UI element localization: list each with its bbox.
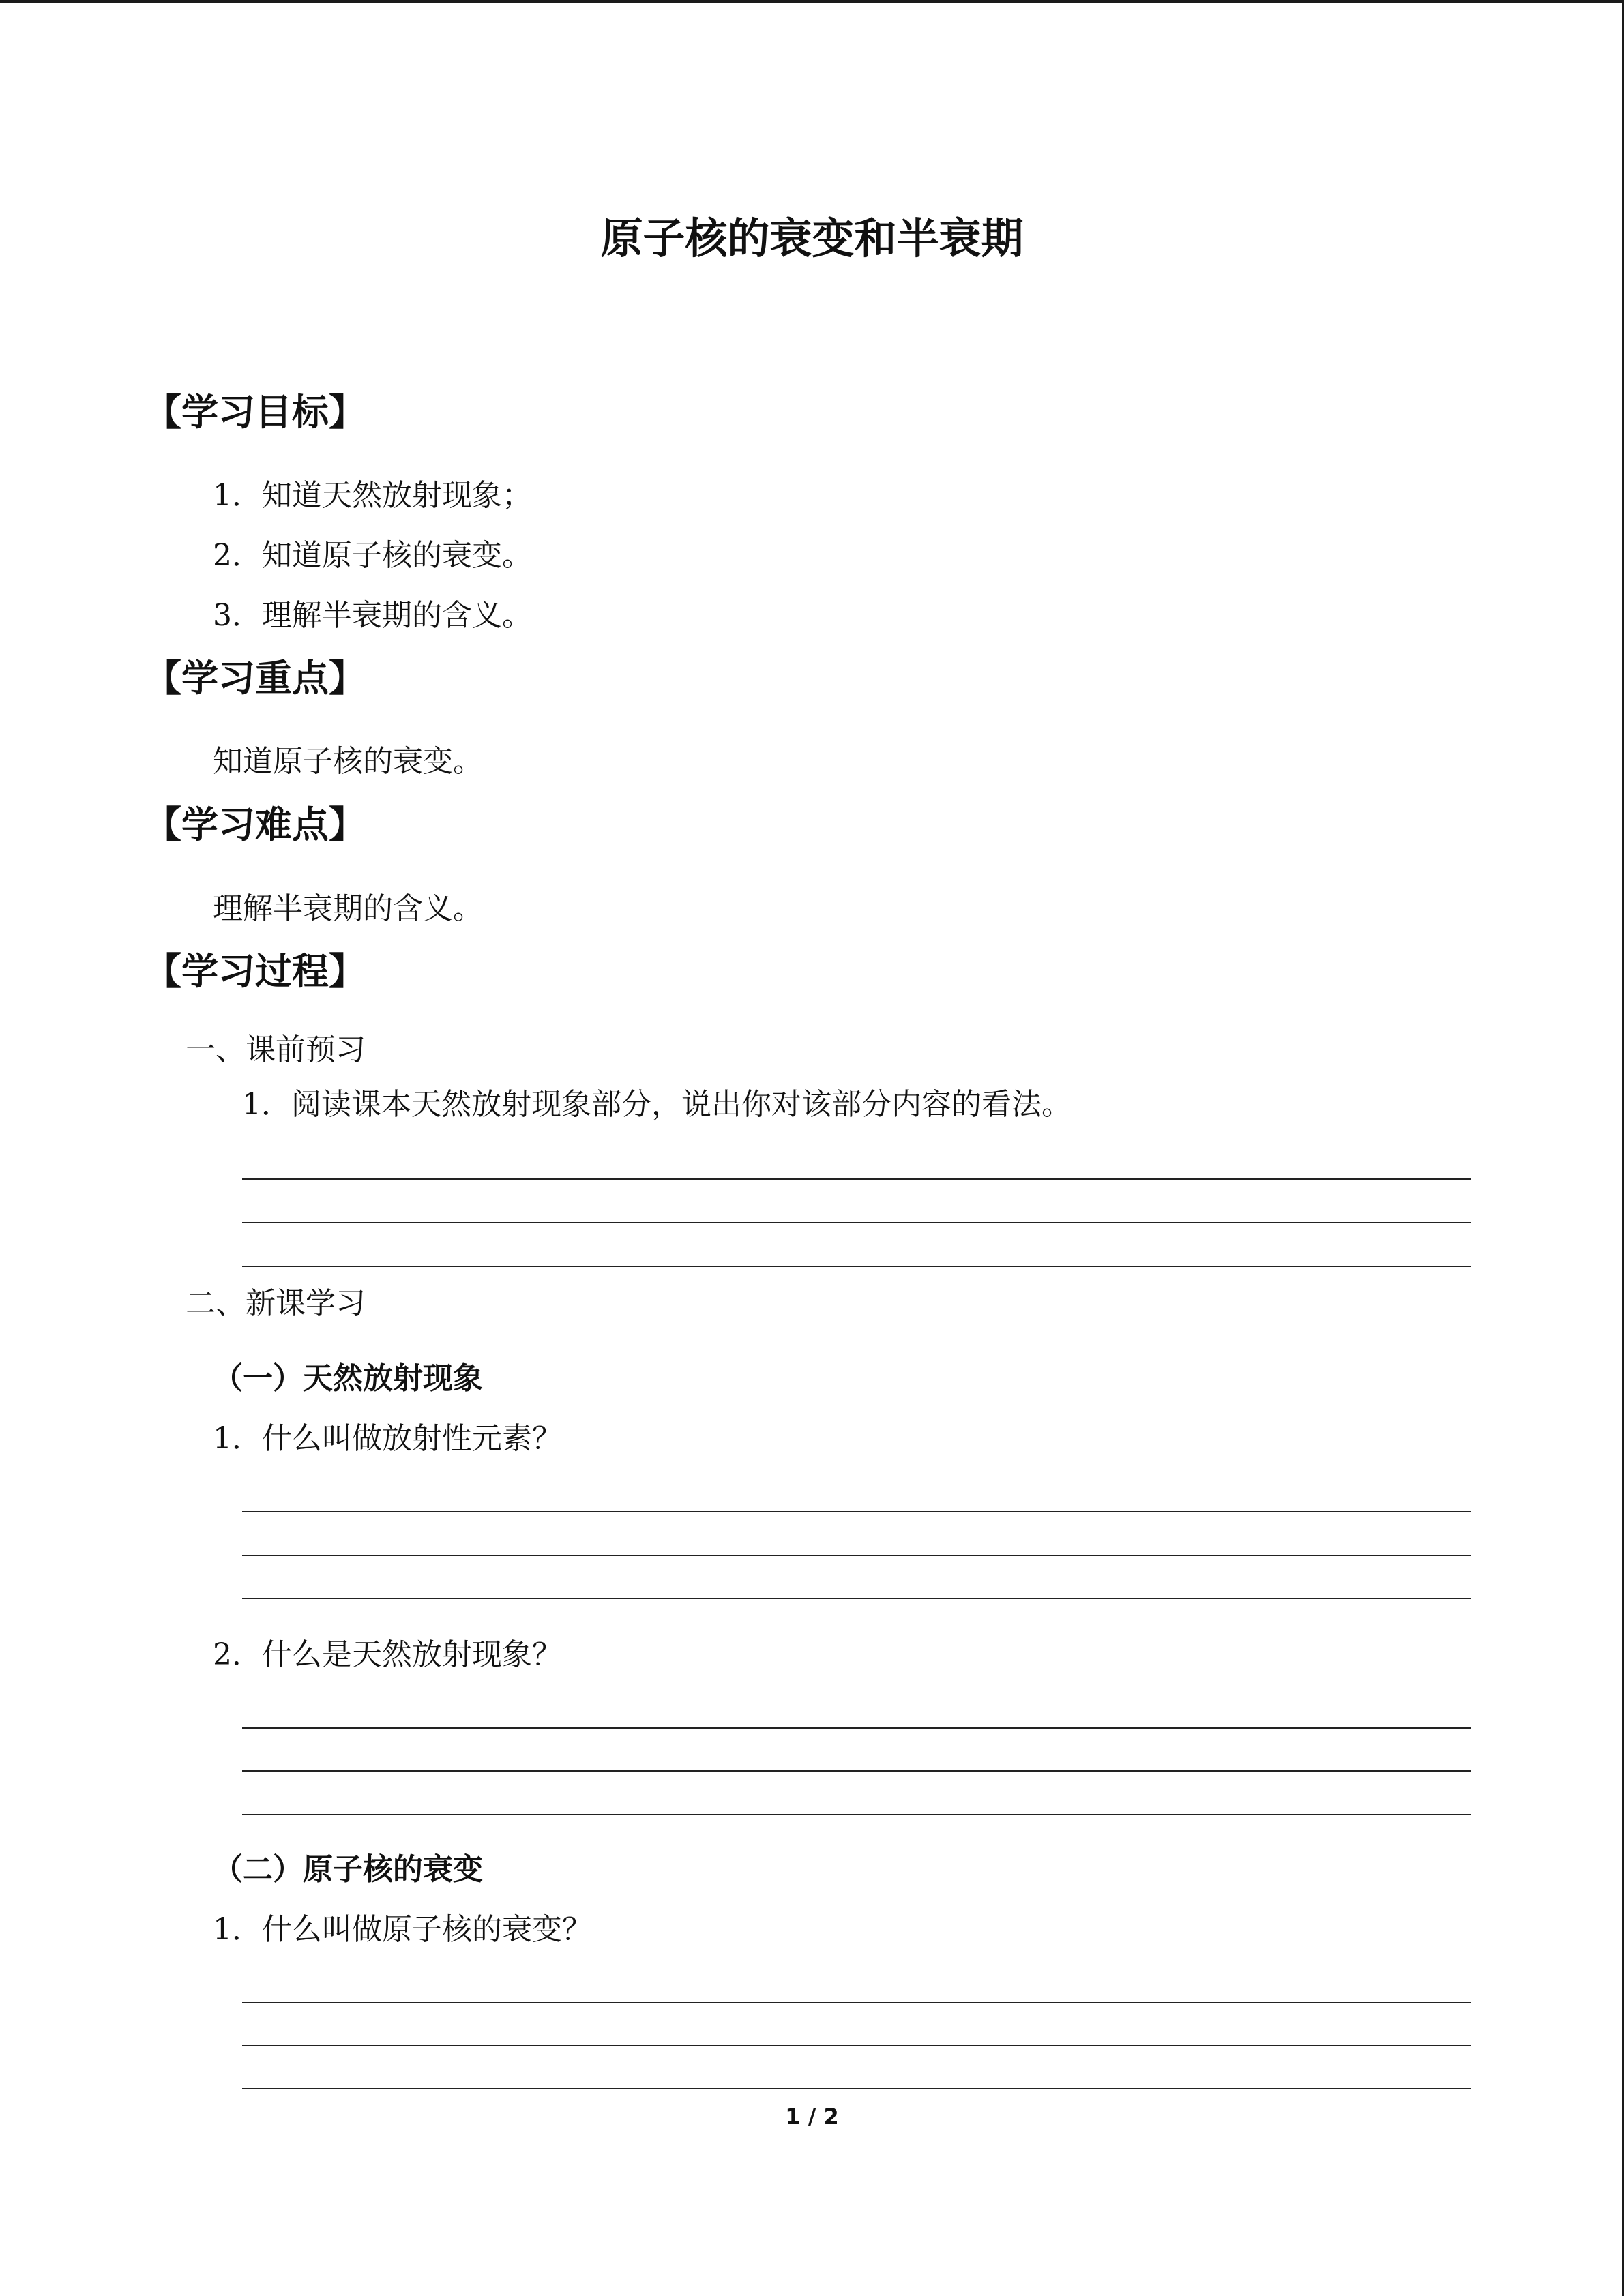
page-border-top [0,0,1624,3]
answer-line[interactable] [242,1598,1471,1599]
key-point-text: 知道原子核的衰变。 [213,744,483,779]
answer-line[interactable] [242,1511,1471,1512]
objective-item-2: 2．知道原子核的衰变。 [213,538,532,573]
preview-question-1: 1．阅读课本天然放射现象部分，说出你对该部分内容的看法。 [242,1087,1072,1122]
difficulty-heading: 【学习难点】 [145,803,366,846]
part1-question-2: 2．什么是天然放射现象？ [213,1637,562,1672]
answer-line[interactable] [242,2045,1471,2046]
difficulty-text: 理解半衰期的含义。 [213,891,483,926]
answer-line[interactable] [242,1814,1471,1815]
answer-line[interactable] [242,2088,1471,2089]
answer-line[interactable] [242,2002,1471,2003]
page-number: 1 / 2 [785,2104,839,2130]
answer-line[interactable] [242,1266,1471,1267]
answer-line[interactable] [242,1222,1471,1223]
objectives-heading: 【学习目标】 [145,391,366,434]
process-heading: 【学习过程】 [145,950,366,993]
new-lesson-section-title: 二、新课学习 [186,1286,366,1321]
objective-item-1: 1．知道天然放射现象； [213,478,532,513]
part1-title: （一）天然放射现象 [213,1361,483,1396]
answer-line[interactable] [242,1555,1471,1556]
preview-section-title: 一、课前预习 [186,1032,366,1067]
part1-question-1: 1．什么叫做放射性元素？ [213,1421,562,1456]
objective-item-3: 3．理解半衰期的含义。 [213,598,532,633]
part2-question-1: 1．什么叫做原子核的衰变？ [213,1912,592,1947]
part2-title: （二）原子核的衰变 [213,1852,483,1887]
page-title: 原子核的衰变和半衰期 [600,213,1024,263]
answer-line[interactable] [242,1727,1471,1729]
answer-line[interactable] [242,1178,1471,1180]
key-point-heading: 【学习重点】 [145,657,366,700]
answer-line[interactable] [242,1770,1471,1772]
